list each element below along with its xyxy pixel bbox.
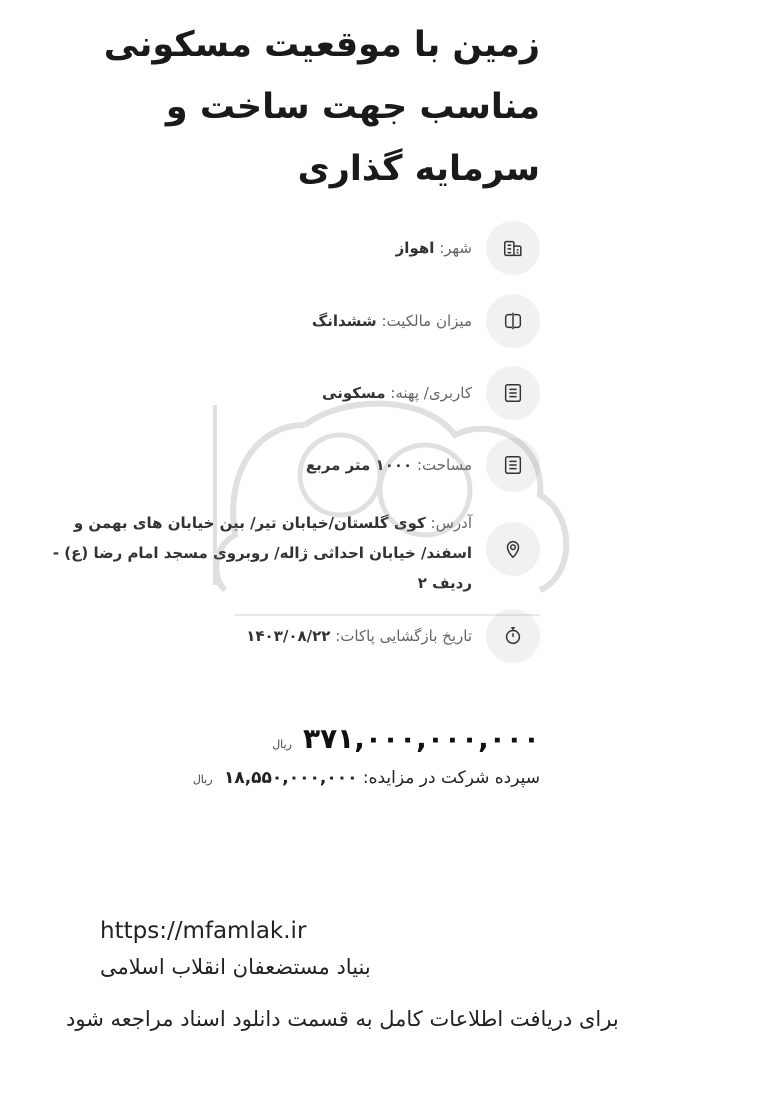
detail-row-opening-date: [40, 609, 540, 663]
detail-label: مساحت:: [416, 456, 472, 474]
footer-note: برای دریافت اطلاعات کامل به قسمت دانلود اسناد مراجعه شود: [66, 1007, 619, 1031]
stopwatch-icon: [486, 609, 540, 663]
detail-area-text: [306, 450, 472, 480]
deposit-value: ۱۸,۵۵۰,۰۰۰,۰۰۰: [223, 768, 358, 788]
detail-city-text: [396, 233, 472, 263]
detail-label: میزان مالکیت:: [381, 312, 472, 330]
price-value: ۳۷۱,۰۰۰,۰۰۰,۰۰۰: [303, 722, 540, 755]
area-icon: [486, 438, 540, 492]
buildings-icon: [486, 221, 540, 275]
detail-label: تاریخ بازگشایی پاکات:: [335, 627, 472, 645]
location-pin-icon: [486, 522, 540, 576]
detail-label: کاربری/ پهنه:: [390, 384, 472, 402]
document-list-icon: [486, 366, 540, 420]
detail-value: اهواز: [395, 239, 435, 257]
detail-value: ۱۰۰۰ متر مربع: [305, 456, 413, 474]
deposit-currency: ریال: [192, 773, 213, 786]
detail-opening-date-text: [246, 621, 472, 651]
detail-row-address: [40, 508, 540, 598]
detail-row-area: [40, 438, 540, 492]
deposit: [40, 768, 540, 788]
detail-value: کوی گلستان/خیابان تیر/ بین خیابان های بهمن و اسفند/ خیابان احداثی ژاله/ روبروی مسجد امام رضا (ع) - ردیف ۲: [52, 514, 472, 592]
deposit-label: سپرده شرکت در مزایده:: [362, 768, 540, 788]
detail-row-usage: [40, 366, 540, 420]
footer-url-link[interactable]: https://mfamlak.ir: [100, 918, 307, 944]
detail-usage-text: [322, 378, 472, 408]
detail-row-ownership: [40, 294, 540, 348]
price-currency: ریال: [272, 738, 292, 751]
detail-label: شهر:: [439, 239, 472, 257]
price: [40, 722, 540, 755]
detail-value: ششدانگ: [311, 312, 377, 330]
listing-title: زمین با موقعیت مسکونی مناسب جهت ساخت و سرمایه گذاری: [103, 25, 540, 189]
detail-value: ۱۴۰۳/۰۸/۲۲: [246, 627, 331, 645]
detail-value: مسکونی: [322, 384, 386, 402]
ownership-icon: [486, 294, 540, 348]
detail-address-text: [40, 508, 472, 598]
footer-organization: بنیاد مستضعفان انقلاب اسلامی: [100, 955, 371, 979]
detail-row-city: [40, 221, 540, 275]
detail-ownership-text: [312, 306, 472, 336]
detail-label: آدرس:: [430, 514, 472, 532]
